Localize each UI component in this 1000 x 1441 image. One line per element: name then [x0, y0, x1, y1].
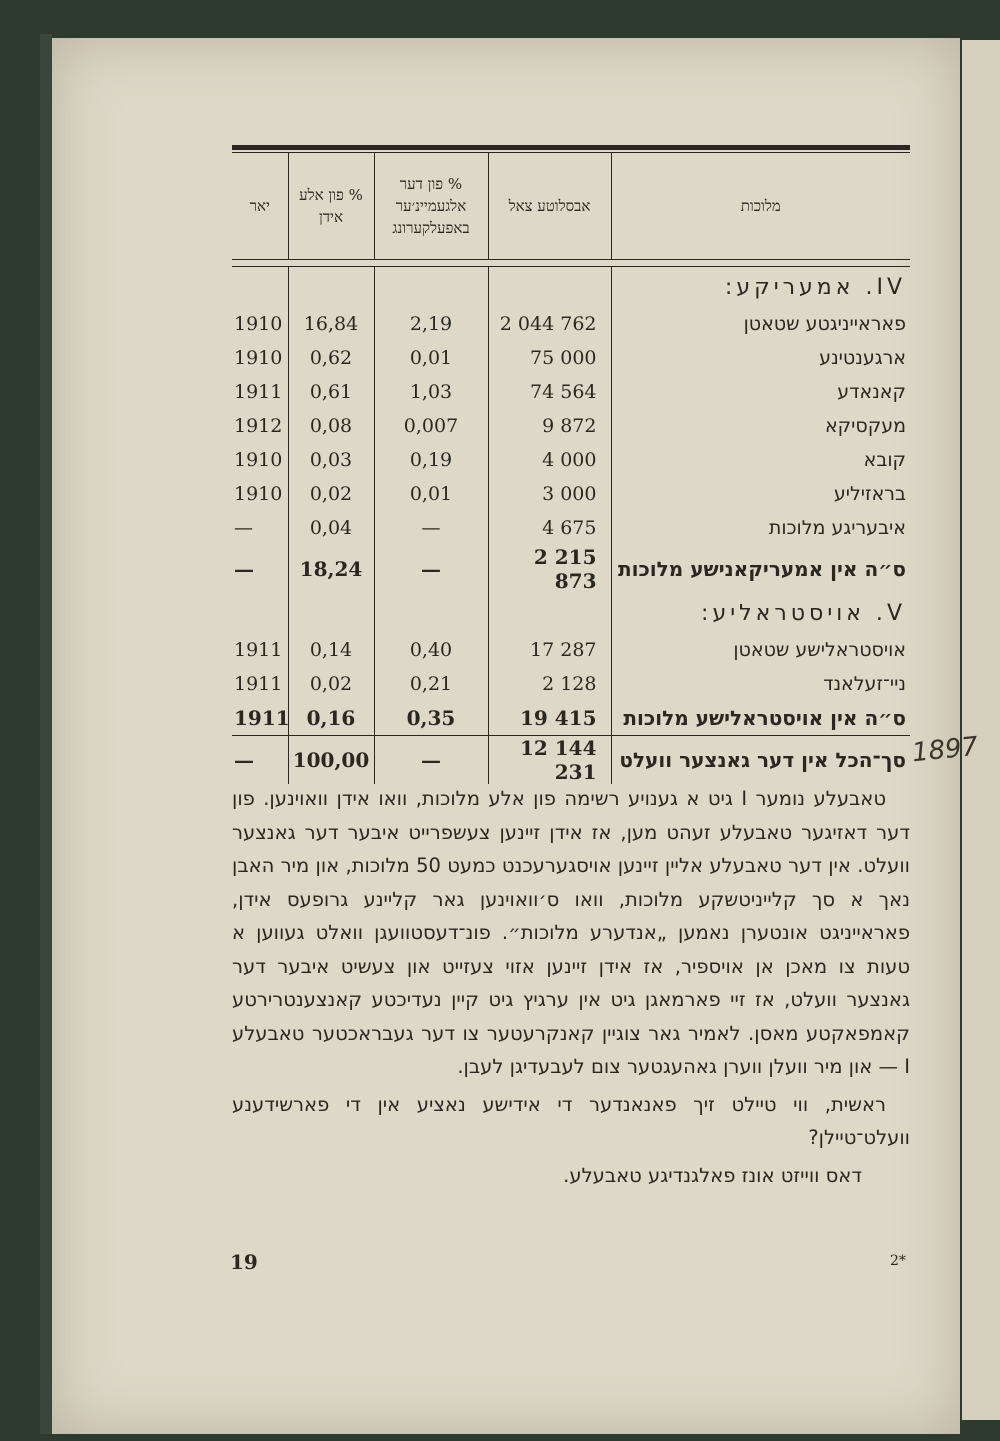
- cell-pct-subtotal: 0,21: [374, 667, 488, 701]
- cell-country: קובא: [611, 443, 910, 477]
- header-divider: [232, 260, 910, 267]
- cell-year: 1910: [234, 483, 283, 505]
- cell-year: 1910: [234, 449, 283, 471]
- table-row: [232, 667, 910, 701]
- cell-country: פאראייניגטע שטאטן: [611, 307, 910, 341]
- cell-country: בראזיליע: [611, 477, 910, 511]
- table-header: [232, 153, 910, 260]
- cell-absolute: 19 415: [488, 701, 611, 736]
- cell-pct-subtotal: —: [374, 545, 488, 593]
- cell-pct-subtotal: —: [374, 736, 488, 785]
- cell-empty: [288, 593, 374, 633]
- cell-year: 1911: [234, 639, 283, 661]
- cell-pct-subtotal: 0,007: [374, 409, 488, 443]
- cell-year: —: [234, 557, 254, 581]
- cell-absolute: 17 287: [488, 633, 611, 667]
- table-row: [232, 341, 910, 375]
- cell-empty: [288, 267, 374, 308]
- page-number: 19: [230, 1250, 258, 1274]
- signature-mark: 2*: [890, 1253, 906, 1269]
- cell-year: 1911: [234, 673, 283, 695]
- data-table: [232, 153, 910, 784]
- cell-pct-all: 0,02: [288, 667, 374, 701]
- cell-year: 1911: [234, 381, 283, 403]
- table-row: [232, 443, 910, 477]
- cell-pct-all: 0,04: [288, 511, 374, 545]
- cell-pct-subtotal: 0,40: [374, 633, 488, 667]
- cell-pct-subtotal: 0,19: [374, 443, 488, 477]
- cell-country: איבעריגע מלוכות: [611, 511, 910, 545]
- cell-absolute: 12 144 231: [488, 736, 611, 785]
- cell-empty: [374, 267, 488, 308]
- table-row: [232, 409, 910, 443]
- book-spine: [40, 34, 52, 1434]
- header-pct-all: % פון אלע אידן: [288, 153, 374, 260]
- table-top-rule: [232, 145, 910, 150]
- header-pct-subtotal: % פון דער אלגעמיינ׳ער באפעלקערונג: [374, 153, 488, 260]
- cell-year: —: [234, 517, 253, 539]
- cell-pct-all: 0,02: [288, 477, 374, 511]
- cell-absolute: 4 000: [488, 443, 611, 477]
- cell-absolute: 3 000: [488, 477, 611, 511]
- cell-absolute: 74 564: [488, 375, 611, 409]
- header-year: יאר: [249, 197, 270, 215]
- cell-pct-subtotal: 2,19: [374, 307, 488, 341]
- cell-pct-all: 16,84: [288, 307, 374, 341]
- cell-absolute: 2 044 762: [488, 307, 611, 341]
- header-absolute: אבסלוטע צאל: [488, 153, 611, 260]
- table-row: [232, 736, 910, 785]
- handwritten-note: 1897: [910, 731, 980, 769]
- section-heading-row: [232, 267, 910, 308]
- table-row: [232, 545, 910, 593]
- cell-pct-all: 18,24: [288, 545, 374, 593]
- cell-empty: [374, 593, 488, 633]
- table-row: [232, 701, 910, 736]
- cell-country: ניי־זעלאנד: [611, 667, 910, 701]
- cell-empty: [232, 267, 288, 308]
- paragraph-2: ראשית, ווי טיילט זיך פאנאנדער די אידישע נאציע אין די פארשידענע וועלט־טיילן?: [232, 1092, 910, 1149]
- cell-country: קאנאדע: [611, 375, 910, 409]
- cell-pct-subtotal: 0,01: [374, 341, 488, 375]
- cell-year: 1912: [234, 415, 283, 437]
- cell-empty: [232, 593, 288, 633]
- cell-pct-subtotal: —: [374, 511, 488, 545]
- header-country: מלוכות: [611, 153, 910, 260]
- cell-year: 1910: [234, 313, 283, 335]
- cell-year: 1910: [234, 347, 283, 369]
- table-row: [232, 633, 910, 667]
- cell-absolute: 75 000: [488, 341, 611, 375]
- cell-pct-all: 0,03: [288, 443, 374, 477]
- paragraph-3: דאס ווייזט אונז פאלגנדיגע טאבעלע.: [563, 1163, 862, 1187]
- table-row: [232, 511, 910, 545]
- cell-year: 1911: [234, 706, 290, 730]
- table-body: [232, 267, 910, 785]
- cell-pct-all: 0,62: [288, 341, 374, 375]
- cell-pct-subtotal: 0,01: [374, 477, 488, 511]
- section-heading-row: [232, 593, 910, 633]
- cell-absolute: 2 215 873: [488, 545, 611, 593]
- cell-country: מעקסיקא: [611, 409, 910, 443]
- cell-pct-all: 100,00: [288, 736, 374, 785]
- body-text: [232, 782, 910, 1192]
- cell-year: —: [234, 748, 254, 772]
- cell-pct-all: 0,14: [288, 633, 374, 667]
- paragraph-1: טאבעלע נומער I גיט א גענויע רשימה פון אלע מלוכות, וואו אידן וואוינען. פון דער דאזיגער טאבעלע זעהט מען, אז אידן זיינען צעשפרייט איבער דער גאנצער וועלט. אין דער טאבעלע אליין זיינען אויסגערעכנט כמעט 50 מלוכות, און מיר האבן נאך א סך קלייניטשקע מלוכות, וואו ס׳וואוינען גאר קליינע גרופעס אידן, פאראייניגט אונטערן נאמען „אנדערע מלוכות״. פונ־דעסטוועגן וואלט געווען א טעות צו מאכן אן אויספיר, אז אידן זיינען אזוי צעזייט און צעשיט איבער דער גאנצער וועלט, אז זיי פארמאגן גיט אין ערגיץ גיט קיין נעדיכטע קאנצענטרירטע קאמפאקטע מאסן. לאמיר גאר צוגיין קאנקרעטער צו דער געבראכטער טאבעלע I — און מיר וועלן ווערן גאהעגטער צום לעבעדיגן לעבן.: [232, 787, 910, 1078]
- cell-country: ס״ה אין אויסטראלישע מלוכות: [611, 701, 910, 736]
- table-row: [232, 375, 910, 409]
- cell-pct-all: 0,08: [288, 409, 374, 443]
- table-row: [232, 307, 910, 341]
- cell-absolute: 4 675: [488, 511, 611, 545]
- statistics-table: [232, 145, 910, 784]
- cell-pct-all: 0,61: [288, 375, 374, 409]
- cell-empty: [488, 267, 611, 308]
- cell-country: ארגענטינע: [611, 341, 910, 375]
- cell-absolute: 2 128: [488, 667, 611, 701]
- cell-country: ס״ה אין אמעריקאנישע מלוכות: [611, 545, 910, 593]
- cell-country: סך־הכל אין דער גאנצער וועלט: [611, 736, 910, 785]
- next-page-edge: [962, 40, 1000, 1420]
- section-title: IV. אמעריקע:: [611, 267, 910, 308]
- cell-pct-all: 0,16: [288, 701, 374, 736]
- table-row: [232, 477, 910, 511]
- section-title: V. אויסטראליע:: [611, 593, 910, 633]
- cell-pct-subtotal: 0,35: [374, 701, 488, 736]
- cell-country: אויסטראלישע שטאטן: [611, 633, 910, 667]
- cell-pct-subtotal: 1,03: [374, 375, 488, 409]
- cell-empty: [488, 593, 611, 633]
- cell-absolute: 9 872: [488, 409, 611, 443]
